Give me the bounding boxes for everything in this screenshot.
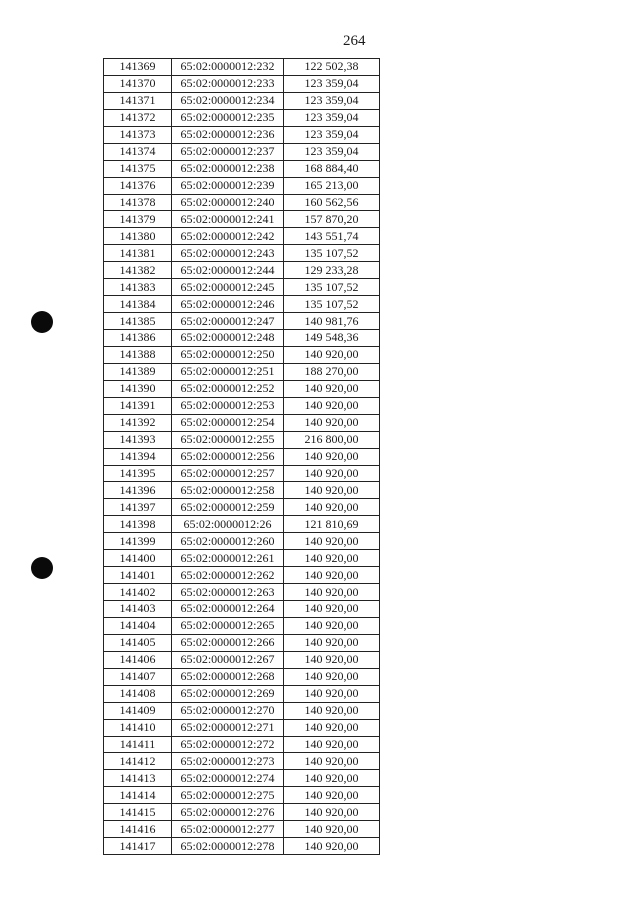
table-row <box>104 228 380 245</box>
record-number-cell: 141380 <box>104 228 172 245</box>
table-row <box>104 109 380 126</box>
value-cell: 216 800,00 <box>284 431 380 448</box>
cadastral-number-cell: 65:02:0000012:242 <box>172 228 284 245</box>
cadastral-number-cell: 65:02:0000012:269 <box>172 685 284 702</box>
value-cell: 140 920,00 <box>284 736 380 753</box>
record-number-cell: 141386 <box>104 330 172 347</box>
table-row <box>104 482 380 499</box>
table-row <box>104 584 380 601</box>
value-cell: 168 884,40 <box>284 160 380 177</box>
table-row <box>104 75 380 92</box>
value-cell: 160 562,56 <box>284 194 380 211</box>
table-row <box>104 719 380 736</box>
cadastral-number-cell: 65:02:0000012:239 <box>172 177 284 194</box>
cadastral-number-cell: 65:02:0000012:251 <box>172 363 284 380</box>
value-cell: 140 920,00 <box>284 634 380 651</box>
value-cell: 140 920,00 <box>284 567 380 584</box>
cadastral-number-cell: 65:02:0000012:276 <box>172 804 284 821</box>
value-cell: 140 920,00 <box>284 651 380 668</box>
record-number-cell: 141385 <box>104 313 172 330</box>
record-number-cell: 141389 <box>104 363 172 380</box>
cadastral-number-cell: 65:02:0000012:274 <box>172 770 284 787</box>
record-number-cell: 141405 <box>104 634 172 651</box>
record-number-cell: 141413 <box>104 770 172 787</box>
table-row <box>104 126 380 143</box>
cadastral-number-cell: 65:02:0000012:236 <box>172 126 284 143</box>
cadastral-number-cell: 65:02:0000012:278 <box>172 838 284 855</box>
table-row <box>104 245 380 262</box>
value-cell: 140 920,00 <box>284 414 380 431</box>
table-row <box>104 160 380 177</box>
table-row <box>104 59 380 76</box>
table-row <box>104 702 380 719</box>
table-row <box>104 533 380 550</box>
page-number: 264 <box>343 33 366 49</box>
table-row <box>104 516 380 533</box>
value-cell: 129 233,28 <box>284 262 380 279</box>
cadastral-number-cell: 65:02:0000012:234 <box>172 92 284 109</box>
cadastral-number-cell: 65:02:0000012:270 <box>172 702 284 719</box>
cadastral-number-cell: 65:02:0000012:256 <box>172 448 284 465</box>
table-row <box>104 787 380 804</box>
table-row <box>104 92 380 109</box>
record-number-cell: 141399 <box>104 533 172 550</box>
value-cell: 135 107,52 <box>284 296 380 313</box>
value-cell: 135 107,52 <box>284 279 380 296</box>
registry-table-body <box>104 59 380 855</box>
value-cell: 140 920,00 <box>284 838 380 855</box>
punch-hole-icon <box>31 557 53 579</box>
cadastral-number-cell: 65:02:0000012:245 <box>172 279 284 296</box>
value-cell: 135 107,52 <box>284 245 380 262</box>
record-number-cell: 141369 <box>104 59 172 76</box>
value-cell: 143 551,74 <box>284 228 380 245</box>
record-number-cell: 141407 <box>104 668 172 685</box>
record-number-cell: 141404 <box>104 617 172 634</box>
value-cell: 140 920,00 <box>284 753 380 770</box>
cadastral-number-cell: 65:02:0000012:241 <box>172 211 284 228</box>
cadastral-number-cell: 65:02:0000012:238 <box>172 160 284 177</box>
table-row <box>104 296 380 313</box>
record-number-cell: 141375 <box>104 160 172 177</box>
table-row <box>104 346 380 363</box>
cadastral-number-cell: 65:02:0000012:259 <box>172 499 284 516</box>
value-cell: 140 920,00 <box>284 482 380 499</box>
cadastral-number-cell: 65:02:0000012:273 <box>172 753 284 770</box>
record-number-cell: 141415 <box>104 804 172 821</box>
value-cell: 140 920,00 <box>284 550 380 567</box>
record-number-cell: 141412 <box>104 753 172 770</box>
record-number-cell: 141381 <box>104 245 172 262</box>
cadastral-number-cell: 65:02:0000012:252 <box>172 380 284 397</box>
table-row <box>104 330 380 347</box>
cadastral-number-cell: 65:02:0000012:240 <box>172 194 284 211</box>
record-number-cell: 141388 <box>104 346 172 363</box>
record-number-cell: 141376 <box>104 177 172 194</box>
record-number-cell: 141394 <box>104 448 172 465</box>
record-number-cell: 141373 <box>104 126 172 143</box>
table-row <box>104 363 380 380</box>
value-cell: 140 920,00 <box>284 397 380 414</box>
table-row <box>104 262 380 279</box>
cadastral-number-cell: 65:02:0000012:257 <box>172 465 284 482</box>
record-number-cell: 141417 <box>104 838 172 855</box>
table-row <box>104 770 380 787</box>
table-row <box>104 685 380 702</box>
record-number-cell: 141378 <box>104 194 172 211</box>
record-number-cell: 141416 <box>104 821 172 838</box>
table-row <box>104 753 380 770</box>
value-cell: 165 213,00 <box>284 177 380 194</box>
value-cell: 157 870,20 <box>284 211 380 228</box>
record-number-cell: 141392 <box>104 414 172 431</box>
value-cell: 140 920,00 <box>284 719 380 736</box>
value-cell: 140 920,00 <box>284 617 380 634</box>
record-number-cell: 141401 <box>104 567 172 584</box>
registry-table <box>103 58 380 855</box>
record-number-cell: 141406 <box>104 651 172 668</box>
value-cell: 140 920,00 <box>284 685 380 702</box>
value-cell: 140 920,00 <box>284 668 380 685</box>
record-number-cell: 141390 <box>104 380 172 397</box>
cadastral-number-cell: 65:02:0000012:267 <box>172 651 284 668</box>
cadastral-number-cell: 65:02:0000012:244 <box>172 262 284 279</box>
cadastral-number-cell: 65:02:0000012:247 <box>172 313 284 330</box>
table-row <box>104 617 380 634</box>
value-cell: 123 359,04 <box>284 126 380 143</box>
table-row <box>104 838 380 855</box>
table-row <box>104 499 380 516</box>
value-cell: 140 920,00 <box>284 533 380 550</box>
cadastral-number-cell: 65:02:0000012:246 <box>172 296 284 313</box>
record-number-cell: 141384 <box>104 296 172 313</box>
value-cell: 123 359,04 <box>284 109 380 126</box>
cadastral-number-cell: 65:02:0000012:277 <box>172 821 284 838</box>
value-cell: 140 920,00 <box>284 465 380 482</box>
table-row <box>104 651 380 668</box>
table-row <box>104 804 380 821</box>
value-cell: 140 920,00 <box>284 821 380 838</box>
record-number-cell: 141402 <box>104 584 172 601</box>
table-row <box>104 397 380 414</box>
cadastral-number-cell: 65:02:0000012:233 <box>172 75 284 92</box>
table-row <box>104 380 380 397</box>
table-row <box>104 736 380 753</box>
table-row <box>104 567 380 584</box>
value-cell: 140 920,00 <box>284 584 380 601</box>
cadastral-number-cell: 65:02:0000012:255 <box>172 431 284 448</box>
value-cell: 140 920,00 <box>284 346 380 363</box>
punch-hole-icon <box>31 311 53 333</box>
cadastral-number-cell: 65:02:0000012:232 <box>172 59 284 76</box>
table-row <box>104 601 380 618</box>
cadastral-number-cell: 65:02:0000012:26 <box>172 516 284 533</box>
cadastral-number-cell: 65:02:0000012:253 <box>172 397 284 414</box>
record-number-cell: 141379 <box>104 211 172 228</box>
value-cell: 149 548,36 <box>284 330 380 347</box>
table-row <box>104 194 380 211</box>
record-number-cell: 141403 <box>104 601 172 618</box>
record-number-cell: 141398 <box>104 516 172 533</box>
table-row <box>104 448 380 465</box>
record-number-cell: 141371 <box>104 92 172 109</box>
cadastral-number-cell: 65:02:0000012:237 <box>172 143 284 160</box>
value-cell: 121 810,69 <box>284 516 380 533</box>
record-number-cell: 141370 <box>104 75 172 92</box>
record-number-cell: 141409 <box>104 702 172 719</box>
table-row <box>104 431 380 448</box>
table-row <box>104 668 380 685</box>
value-cell: 123 359,04 <box>284 75 380 92</box>
cadastral-number-cell: 65:02:0000012:261 <box>172 550 284 567</box>
value-cell: 140 920,00 <box>284 380 380 397</box>
value-cell: 123 359,04 <box>284 92 380 109</box>
record-number-cell: 141411 <box>104 736 172 753</box>
record-number-cell: 141372 <box>104 109 172 126</box>
value-cell: 123 359,04 <box>284 143 380 160</box>
cadastral-number-cell: 65:02:0000012:275 <box>172 787 284 804</box>
cadastral-number-cell: 65:02:0000012:235 <box>172 109 284 126</box>
value-cell: 140 920,00 <box>284 787 380 804</box>
cadastral-number-cell: 65:02:0000012:265 <box>172 617 284 634</box>
cadastral-number-cell: 65:02:0000012:266 <box>172 634 284 651</box>
value-cell: 122 502,38 <box>284 59 380 76</box>
cadastral-number-cell: 65:02:0000012:268 <box>172 668 284 685</box>
cadastral-number-cell: 65:02:0000012:254 <box>172 414 284 431</box>
table-row <box>104 634 380 651</box>
table-row <box>104 550 380 567</box>
cadastral-number-cell: 65:02:0000012:271 <box>172 719 284 736</box>
record-number-cell: 141396 <box>104 482 172 499</box>
record-number-cell: 141391 <box>104 397 172 414</box>
value-cell: 140 920,00 <box>284 499 380 516</box>
table-row <box>104 465 380 482</box>
table-row <box>104 143 380 160</box>
record-number-cell: 141408 <box>104 685 172 702</box>
value-cell: 140 981,76 <box>284 313 380 330</box>
cadastral-number-cell: 65:02:0000012:263 <box>172 584 284 601</box>
cadastral-number-cell: 65:02:0000012:272 <box>172 736 284 753</box>
record-number-cell: 141400 <box>104 550 172 567</box>
table-row <box>104 821 380 838</box>
record-number-cell: 141395 <box>104 465 172 482</box>
cadastral-number-cell: 65:02:0000012:250 <box>172 346 284 363</box>
table-row <box>104 414 380 431</box>
value-cell: 188 270,00 <box>284 363 380 380</box>
table-row <box>104 211 380 228</box>
cadastral-number-cell: 65:02:0000012:264 <box>172 601 284 618</box>
cadastral-number-cell: 65:02:0000012:262 <box>172 567 284 584</box>
value-cell: 140 920,00 <box>284 770 380 787</box>
cadastral-number-cell: 65:02:0000012:258 <box>172 482 284 499</box>
table-row <box>104 279 380 296</box>
record-number-cell: 141410 <box>104 719 172 736</box>
record-number-cell: 141374 <box>104 143 172 160</box>
record-number-cell: 141414 <box>104 787 172 804</box>
table-row <box>104 177 380 194</box>
value-cell: 140 920,00 <box>284 601 380 618</box>
record-number-cell: 141393 <box>104 431 172 448</box>
record-number-cell: 141397 <box>104 499 172 516</box>
value-cell: 140 920,00 <box>284 702 380 719</box>
cadastral-number-cell: 65:02:0000012:248 <box>172 330 284 347</box>
cadastral-number-cell: 65:02:0000012:243 <box>172 245 284 262</box>
table-row <box>104 313 380 330</box>
record-number-cell: 141383 <box>104 279 172 296</box>
value-cell: 140 920,00 <box>284 804 380 821</box>
record-number-cell: 141382 <box>104 262 172 279</box>
cadastral-number-cell: 65:02:0000012:260 <box>172 533 284 550</box>
value-cell: 140 920,00 <box>284 448 380 465</box>
